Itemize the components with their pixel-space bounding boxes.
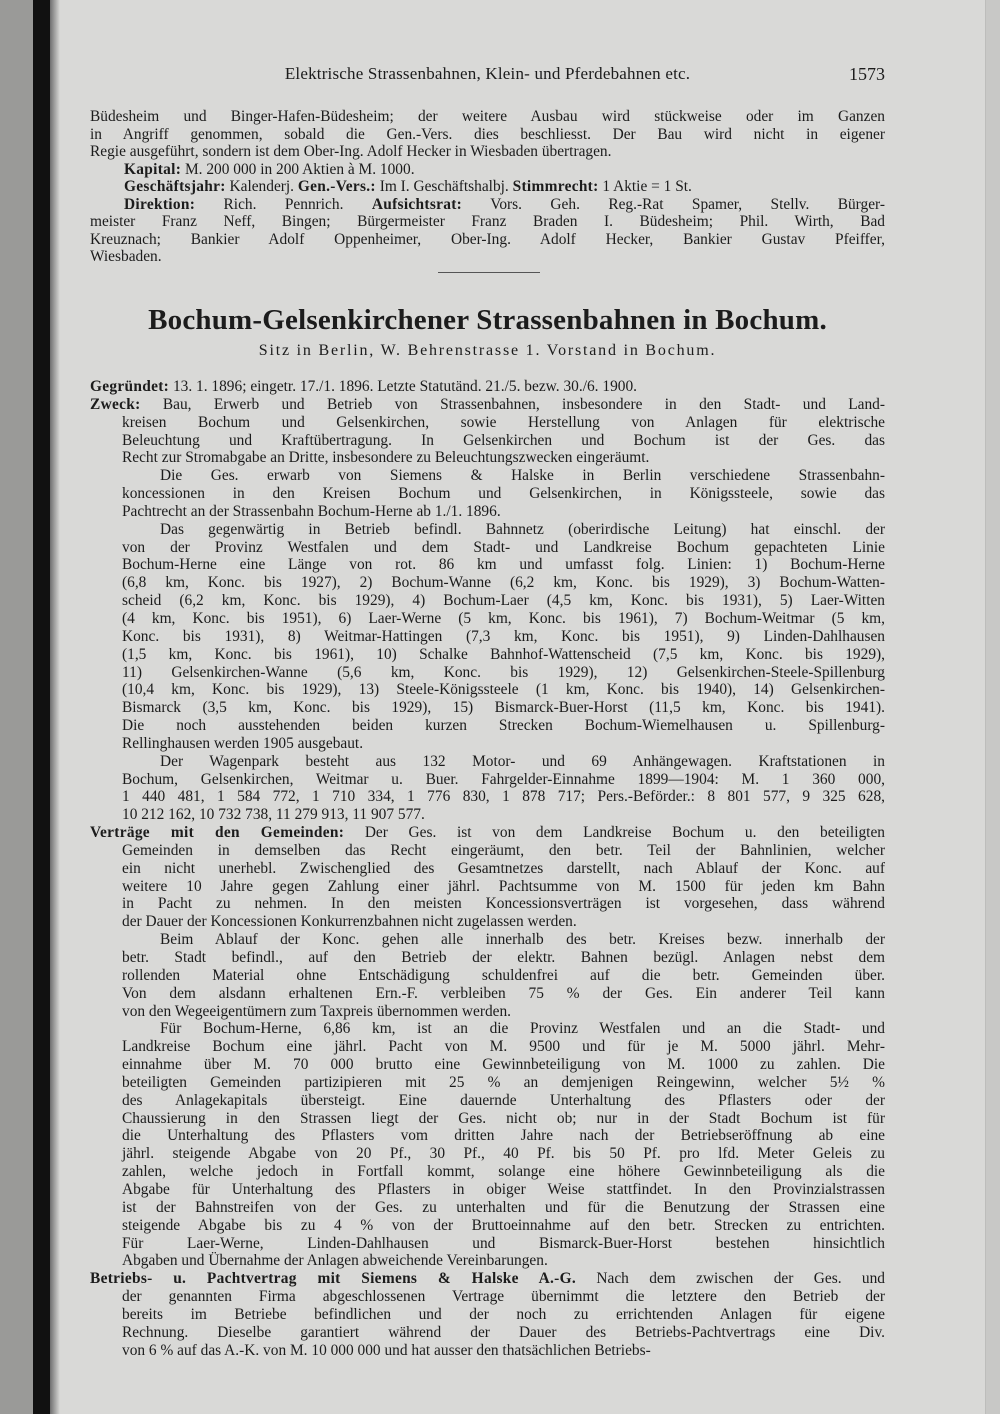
- text-line: [90, 574, 885, 592]
- entry-text: Abgabe für Unterhaltung des Pflasters in obiger Weise stattfindet. In den Provinzialstrassen: [122, 1180, 885, 1198]
- entry-text: beteiligten Gemeinden partizipieren mit 25 % an demjenigen Reingewinn, welcher 5½ %: [122, 1073, 885, 1091]
- company-entry-body: [90, 378, 885, 1359]
- entry-label: Direktion:: [124, 195, 196, 213]
- text-line: [90, 1074, 885, 1092]
- text-line: [90, 1145, 885, 1163]
- text-line: [90, 1181, 885, 1199]
- text-line: [90, 378, 885, 396]
- entry-text: koncessionen in den Kreisen Bochum und Gelsenkirchen, in Königssteele, sowie das: [122, 485, 885, 503]
- page-binding-fade: [50, 0, 60, 1414]
- entry-text: Büdesheim und Binger-Hafen-Büdesheim; der weitere Ausbau wird stückweise oder im Ganzen: [90, 108, 885, 125]
- paragraph: [90, 467, 885, 521]
- entry-text: Kreuznach; Bankier Adolf Oppenheimer, Ober-Ing. Adolf Hecker, Bankier Gustav Pfeiffer,: [90, 230, 885, 248]
- text-line: [90, 248, 885, 266]
- text-line: [90, 1306, 885, 1324]
- text-line: [90, 610, 885, 628]
- entry-text: Der Ges. ist von dem Landkreise Bochum u. den beteiligten: [344, 824, 885, 842]
- entry-text: Für Bochum-Herne, 6,86 km, ist an die Provinz Westfalen und an die Stadt- und: [160, 1020, 885, 1038]
- paragraph: [90, 521, 885, 753]
- paragraph: [90, 753, 885, 824]
- text-line: [90, 231, 885, 249]
- text-line: [90, 1056, 885, 1074]
- entry-text: bereits im Betriebe befindlichen und der noch zu errichtenden Anlagen für eigene: [122, 1305, 885, 1323]
- entry-text: Chaussierung in den Strassen liegt der Ges. nicht ob; nur in der Stadt Bochum ist für: [122, 1109, 885, 1127]
- text-line: [90, 485, 885, 503]
- text-line: [90, 539, 885, 557]
- entry-text: jährl. steigende Abgabe von 20 Pf., 30 Pf., 40 Pf. bis 50 Pf. pro lfd. Meter Geleis zu: [122, 1145, 885, 1163]
- entry-label: Gen.-Vers.:: [297, 178, 376, 195]
- text-line: [90, 1252, 885, 1270]
- entry-text: 1 440 481, 1 584 772, 1 710 334, 1 776 830, 1 878 717; Pers.-Beförder.: 8 801 577, 9 325 628,: [122, 788, 885, 806]
- entry-text: Beim Ablauf der Konc. gehen alle innerhalb des betr. Kreises bezw. innerhalb der: [160, 931, 885, 949]
- entry-text: von der Provinz Westfalen und dem Stadt- und Landkreise Bochum gepachteten Linie: [122, 538, 885, 556]
- entry-text: kreisen Bochum und Gelsenkirchen, sowie Herstellung von Anlagen für elektrische: [122, 413, 885, 431]
- text-line: [90, 949, 885, 967]
- entry-text: M. 200 000 in 200 Aktien à M. 1000.: [181, 160, 415, 178]
- text-line: [90, 895, 885, 913]
- entry-text: Pachtrecht an der Strassenbahn Bochum-Herne ab 1./1. 1896.: [122, 502, 501, 520]
- page-binding-shadow: [33, 0, 50, 1414]
- text-line: [90, 592, 885, 610]
- entry-text: Vors. Geh. Reg.-Rat Spamer, Stellv. Bürger-: [462, 195, 885, 213]
- text-line: [90, 753, 885, 771]
- text-line: [90, 967, 885, 985]
- paragraph: [90, 931, 885, 1020]
- text-line: [90, 1163, 885, 1181]
- entry-text: Kalenderj.: [225, 178, 298, 195]
- text-line: [90, 1003, 885, 1021]
- previous-entry-continuation: [90, 108, 885, 266]
- entry-text: die Unterhaltung des Pflasters vom dritten Jahre nach der Betriebseröffnung ab eine: [122, 1127, 885, 1145]
- entry-text: in Angriff genommen, sobald die Gen.-Vers. dies beschliesst. Der Bau wird nicht in eigener: [90, 125, 885, 143]
- entry-text: meister Franz Neff, Bingen; Bürgermeister Franz Braden I. Büdesheim; Phil. Wirth, Bad: [90, 213, 885, 230]
- entry-label: Geschäftsjahr:: [124, 178, 226, 195]
- entry-text: Rich. Pennrich.: [195, 195, 372, 213]
- entry-text: betr. Stadt befindl., auf den Betrieb der elektr. Bahnen bezügl. Anlagen nebst dem: [122, 949, 885, 966]
- text-line: [90, 681, 885, 699]
- text-line: [90, 860, 885, 878]
- text-line: [90, 1199, 885, 1217]
- entry-text: Die Ges. erwarb von Siemens & Halske in Berlin verschiedene Strassenbahn-: [160, 467, 885, 485]
- text-line: [90, 143, 885, 161]
- entry-text: Der Wagenpark besteht aus 132 Motor- und 69 Anhängewagen. Kraftstationen in: [160, 752, 885, 770]
- entry-label: Betriebs- u. Pachtvertrag mit Siemens & Halske A.-G.: [90, 1270, 577, 1288]
- entry-text: scheid (6,2 km, Konc. bis 1929), 4) Bochum-Laer (4,5 km, Konc. bis 1931), 5) Laer-Witten: [122, 592, 885, 610]
- text-line: [90, 985, 885, 1003]
- entry-text: ein nicht unerhebl. Zwischenglied des Gesamtnetzes darstellt, nach Ablauf der Konc. auf: [122, 859, 885, 877]
- entry-text: rollenden Material ohne Entschädigung schuldenfrei auf die betr. Gemeinden über.: [122, 966, 885, 984]
- entry-text: Recht zur Stromabgabe an Dritte, insbesondere zu Beleuchtungszwecken eingeräumt.: [122, 449, 650, 467]
- text-line: [90, 396, 885, 414]
- page-right-edge: [985, 0, 1000, 1414]
- text-line: [90, 414, 885, 432]
- paragraph: [90, 1020, 885, 1270]
- entry-text: 11) Gelsenkirchen-Wanne (5,6 km, Konc. bis 1929), 12) Gelsenkirchen-Steele-Spillenburg: [122, 663, 885, 681]
- entry-text: Wiesbaden.: [90, 248, 162, 265]
- text-line: [90, 196, 885, 214]
- text-line: [90, 161, 885, 179]
- text-line: [90, 699, 885, 717]
- text-line: [90, 735, 885, 753]
- entry-text: Gemeinden in demselben das Recht eingeräumt, den betr. Teil der Bahnlinien, welcher: [122, 841, 885, 859]
- entry-text: Bau, Erwerb und Betrieb von Strassenbahnen, insbesondere in den Stadt- und Land-: [140, 395, 885, 413]
- text-line: [90, 1217, 885, 1235]
- entry-text: Beleuchtung und Kraftübertragung. In Gelsenkirchen und Bochum ist der Ges. das: [122, 431, 885, 449]
- entry-text: Rechnung. Dieselbe garantiert während der Dauer des Betriebs-Pachtvertrags eine Div.: [122, 1323, 885, 1341]
- text-line: [90, 1038, 885, 1056]
- entry-text: Das gegenwärtig in Betrieb befindl. Bahnnetz (oberirdische Leitung) hat einschl. der: [160, 520, 885, 538]
- entry-text: Die noch ausstehenden beiden kurzen Strecken Bochum-Wiemelhausen u. Spillenburg-: [122, 717, 885, 735]
- entry-label: Gegründet:: [90, 378, 170, 395]
- entry-text: Bochum-Herne eine Länge von rot. 86 km und umfasst folg. Linien: 1) Bochum-Herne: [122, 556, 885, 574]
- company-title: Bochum-Gelsenkirchener Strassenbahnen in Bochum.: [148, 304, 827, 336]
- text-line: [90, 1342, 885, 1360]
- entry-text: von den Wegeeigentümern zum Taxpreis übernommen werden.: [122, 1002, 512, 1020]
- entry-text: Bochum, Gelsenkirchen, Weitmar u. Buer. Fahrgelder-Einnahme 1899—1904: M. 1 360 000,: [122, 770, 885, 788]
- text-line: [90, 432, 885, 450]
- text-line: [90, 503, 885, 521]
- entry-text: der Dauer der Koncessionen Konkurrenzbahnen nicht zugelassen werden.: [122, 913, 577, 931]
- text-line: [90, 771, 885, 789]
- labeled-entry: [90, 178, 885, 196]
- entry-label: Aufsichtsrat:: [371, 195, 463, 213]
- text-line: [90, 913, 885, 931]
- text-line: [90, 1270, 885, 1288]
- entry-text: (4 km, Konc. bis 1951), 6) Laer-Werne (5 km, Konc. bis 1961), 7) Bochum-Weitmar (5 km,: [122, 609, 885, 627]
- text-line: [90, 806, 885, 824]
- text-line: [90, 664, 885, 682]
- company-subtitle: Sitz in Berlin, W. Behrenstrasse 1. Vorstand in Bochum.: [258, 342, 717, 359]
- labeled-entry: [90, 161, 885, 179]
- text-line: [90, 717, 885, 735]
- entry-text: Konc. bis 1931), 8) Weitmar-Hattingen (7,3 km, Konc. bis 1951), 9) Linden-Dahlhausen: [122, 627, 885, 645]
- entry-text: 10 212 162, 10 732 738, 11 279 913, 11 907 577.: [122, 806, 425, 824]
- page-number: 1573: [849, 64, 885, 84]
- text-line: [90, 126, 885, 144]
- entry-text: (10,4 km, Konc. bis 1929), 13) Steele-Königssteele (1 km, Konc. bis 1940), 14) Gelsenkirchen-: [122, 681, 885, 699]
- running-title: Elektrische Strassenbahnen, Klein- und Pferdebahnen etc.: [284, 64, 691, 83]
- text-line: [90, 931, 885, 949]
- text-line: [90, 1324, 885, 1342]
- text-line: [90, 1235, 885, 1253]
- entry-text: Für Laer-Werne, Linden-Dahlhausen und Bismarck-Buer-Horst bestehen hinsichtlich: [122, 1234, 885, 1252]
- entry-text: in Pacht zu nehmen. In den meisten Koncessionsverträgen ist vorgesehen, dass während: [122, 895, 885, 913]
- entry-label: Stimmrecht:: [512, 178, 599, 195]
- text-line: [90, 449, 885, 467]
- entry-text: Nach dem zwischen der Ges. und: [576, 1270, 885, 1288]
- text-line: [90, 1092, 885, 1110]
- entry-text: der genannten Firma abgeschlossenen Vertrage übernimmt die letztere den Betrieb der: [122, 1288, 885, 1306]
- text-line: [90, 556, 885, 574]
- entry-text: Rellinghausen werden 1905 ausgebaut.: [122, 734, 364, 752]
- text-line: [90, 824, 885, 842]
- text-line: [90, 1127, 885, 1145]
- entry-text: Landkreise Bochum eine jährl. Pacht von M. 9500 und für je M. 5000 jährl. Mehr-: [122, 1038, 885, 1056]
- entry-text: von 6 % auf das A.-K. von M. 10 000 000 und hat ausser den thatsächlichen Betriebs-: [122, 1341, 651, 1359]
- text-line: [90, 788, 885, 806]
- text-line: [90, 108, 885, 126]
- text-line: [90, 1288, 885, 1306]
- entry-text: Von dem alsdann erhaltenen Ern.-F. verbleiben 75 % der Ges. Ein anderer Teil kann: [122, 984, 885, 1002]
- entry-text: Im I. Geschäftshalbj.: [375, 178, 513, 195]
- labeled-entry: [90, 1270, 885, 1359]
- entry-text: zahlen, welche jedoch in Fortfall kommt, solange eine höhere Gewinnbeteiligung als die: [122, 1163, 885, 1181]
- entry-text: 13. 1. 1896; eingetr. 17./1. 1896. Letzte Statutänd. 21./5. bezw. 30./6. 1900.: [169, 378, 638, 395]
- entry-label: Zweck:: [90, 395, 141, 413]
- entry-text: (1,5 km, Konc. bis 1961), 10) Schalke Bahnhof-Wattenscheid (7,5 km, Konc. bis 1929),: [122, 645, 885, 663]
- entry-text: (6,8 km, Konc. bis 1927), 2) Bochum-Wanne (6,2 km, Konc. bis 1929), 3) Bochum-Watten-: [122, 574, 885, 592]
- text-line: [90, 646, 885, 664]
- entry-text: ist der Bahnstreifen von der Ges. zu unterhalten und für die Benutzung der Strassen eine: [122, 1198, 885, 1216]
- entry-text: 1 Aktie = 1 St.: [598, 178, 692, 195]
- text-line: [90, 628, 885, 646]
- text-line: [90, 178, 885, 196]
- text-line: [90, 467, 885, 485]
- entry-text: Bismarck (3,5 km, Konc. bis 1929), 15) Bismarck-Buer-Horst (11,5 km, Konc. bis 1941).: [122, 699, 885, 717]
- entry-separator-rule: [438, 272, 540, 273]
- labeled-entry: [90, 196, 885, 266]
- text-line: [90, 521, 885, 539]
- entry-label: Verträge mit den Gemeinden:: [90, 824, 345, 842]
- entry-text: Regie ausgeführt, sondern ist dem Ober-Ing. Adolf Hecker in Wiesbaden übertragen.: [90, 143, 612, 160]
- labeled-entry: [90, 824, 885, 931]
- text-line: [90, 213, 885, 231]
- text-line: [90, 1020, 885, 1038]
- entry-text: weitere 10 Jahre gegen Zahlung einer jährl. Pachtsumme von M. 1500 für jeden km Bahn: [122, 877, 885, 895]
- entry-label: Kapital:: [124, 160, 182, 178]
- running-header: [90, 64, 885, 84]
- labeled-entry: [90, 396, 885, 467]
- labeled-entry: [90, 378, 885, 396]
- paragraph: [90, 108, 885, 161]
- page-binding-edge: [0, 0, 33, 1414]
- text-line: [90, 878, 885, 896]
- entry-text: Abgaben und Übernahme der Anlagen abweichende Vereinbarungen.: [122, 1252, 548, 1270]
- entry-text: steigende Abgabe bis zu 4 % von der Bruttoeinnahme auf den betr. Strecken zu entrichten.: [122, 1216, 885, 1234]
- text-line: [90, 1110, 885, 1128]
- text-line: [90, 842, 885, 860]
- entry-text: des Anlagekapitals übersteigt. Eine dauernde Unterhaltung des Pflasters oder der: [122, 1091, 885, 1109]
- entry-text: einnahme über M. 70 000 brutto eine Gewinnbeteiligung von M. 1000 zu zahlen. Die: [122, 1056, 885, 1074]
